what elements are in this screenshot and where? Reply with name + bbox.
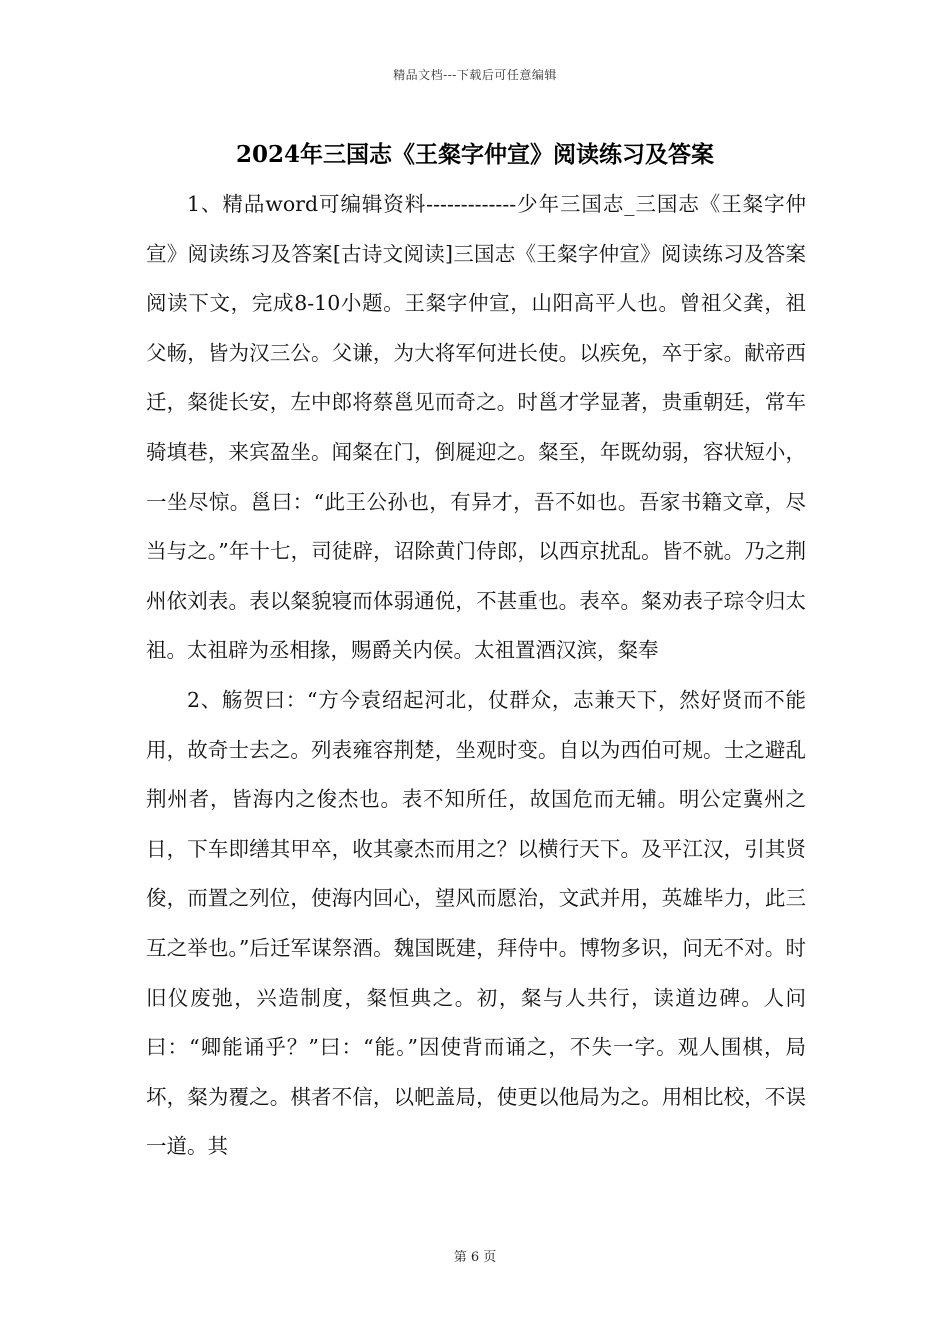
paragraph-1: 1、精品word可编辑资料-------------少年三国志_三国志《王粲字仲宣》阅读练习及答案[古诗文阅读]三国志《王粲字仲宣》阅读练习及答案阅读下文，完成8-10小题。王粲字仲宣，山阳高平人也。曾祖父龚，祖父畅，皆为汉三公。父谦，为大将军何进长使。以疾免，卒于家。献帝西迁，粲徙长安，左中郎将蔡邕见而奇之。时邕才学显著，贵重朝廷，常车骑填巷，来宾盈坐。闻粲在门，倒屣迎之。粲至，年既幼弱，容状短小，一坐尽惊。邕曰：“此王公孙也，有异才，吾不如也。吾家书籍文章，尽当与之。”年十七，司徒辟，诏除黄门侍郎，以西京扰乱。皆不就。乃之荆州依刘表。表以粲貌寝而体弱通侻，不甚重也。表卒。粲劝表子琮令归太祖。太祖辟为丞相掾，赐爵关内侯。太祖置酒汉滨，粲奉: [146, 192, 806, 663]
page-number: 第 6 页: [453, 1250, 497, 1265]
paragraph-2: 2、觞贺曰：“方今袁绍起河北，仗群众，志兼天下，然好贤而不能用，故奇士去之。列表雍容荆楚，坐观时变。自以为西伯可规。士之避乱荆州者，皆海内之俊杰也。表不知所任，故国危而无辅。明公定冀州之日，下车即缮其甲卒，收其豪杰而用之？以横行天下。及平江汉，引其贤俊，而置之列位，使海内回心，望风而愿治，文武并用，英雄毕力，此三互之举也。”后迁军谋祭酒。魏国既建，拜侍中。博物多识，问无不对。时旧仪废弛，兴造制度，粲恒典之。初，粲与人共行，读道边碑。人问曰：“卿能诵乎？”曰：“能。”因使背而诵之，不失一字。观人围棋，局坏，粲为覆之。棋者不信，以帊盖局，使更以他局为之。用相比校，不误一道。其: [146, 687, 806, 1159]
document-body: [146, 180, 806, 1172]
document-title: 2024年三国志《王粲字仲宣》阅读练习及答案: [235, 141, 714, 168]
page-header: 精品文档---下载后可任意编辑: [393, 68, 557, 82]
